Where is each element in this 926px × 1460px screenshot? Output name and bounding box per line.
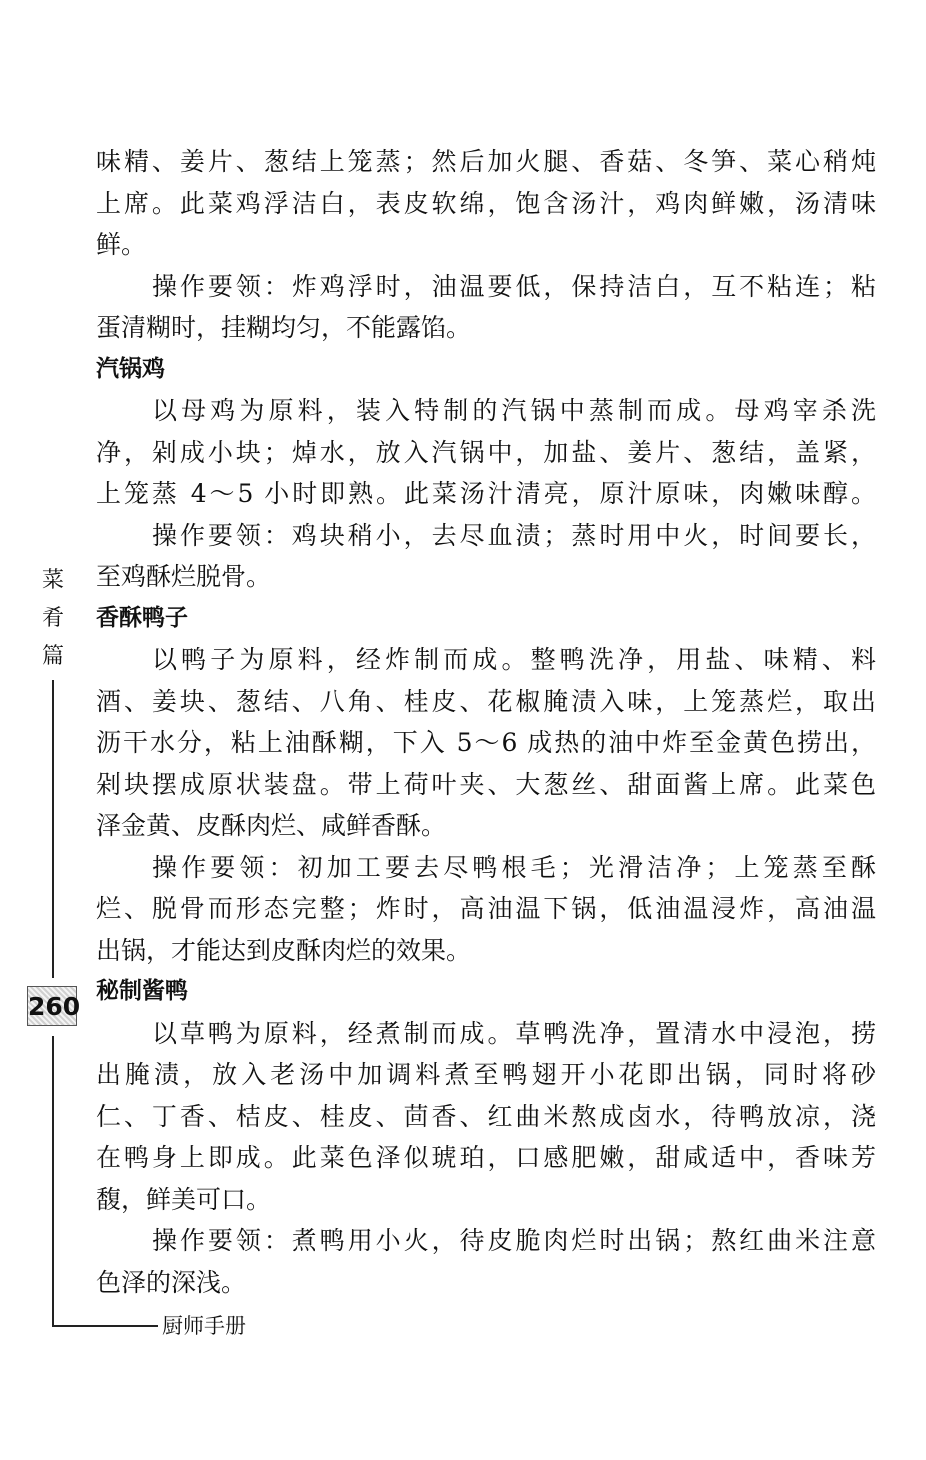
text-line: 泽金黄、皮酥肉烂、咸鲜香酥。: [96, 811, 447, 840]
section-tab-char: 肴: [41, 606, 64, 631]
text-line: 上笼蒸 4～5 小时即熟。此菜汤汁清亮，原汁原味，肉嫩味醇。: [96, 479, 876, 508]
margin-rule-top: [52, 680, 54, 978]
text-line: 操作要领：炸鸡浮时，油温要低，保持洁白，互不粘连；粘: [152, 271, 876, 301]
text-line: 操作要领：鸡块稍小，去尽血渍；蒸时用中火，时间要长，: [152, 520, 876, 550]
text-line: 操作要领：初加工要去尽鸭根毛；光滑洁净；上笼蒸至酥: [152, 852, 876, 882]
recipe-heading: 汽锅鸡: [96, 355, 165, 382]
page-body: [96, 141, 876, 1303]
text-line: 在鸭身上即成。此菜色泽似琥珀，口感肥嫩，甜咸适中，香味芳: [96, 1143, 876, 1172]
text-line: 操作要领：煮鸭用小火，待皮脆肉烂时出锅；熬红曲米注意: [152, 1226, 876, 1255]
text-line: 至鸡酥烂脱骨。: [96, 562, 272, 591]
footer-rule: [52, 1325, 158, 1327]
text-line: 酒、姜块、葱结、八角、桂皮、花椒腌渍入味，上笼蒸烂，取出: [96, 686, 876, 716]
footer-title: 厨师手册: [162, 1314, 246, 1338]
page-number: 260: [27, 986, 77, 1026]
text-line: 以母鸡为原料，装入特制的汽锅中蒸制而成。母鸡宰杀洗: [152, 396, 876, 425]
section-tab-char: 菜: [41, 568, 64, 593]
text-line: 蛋清糊时，挂糊均匀，不能露馅。: [96, 313, 472, 342]
text-line: 剁块摆成原状装盘。带上荷叶夹、大葱丝、甜面酱上席。此菜色: [96, 769, 876, 799]
text-line: 出锅，才能达到皮酥肉烂的效果。: [96, 935, 472, 965]
text-line: 以鸭子为原料，经炸制而成。整鸭洗净，用盐、味精、料: [152, 645, 876, 674]
text-line: 烂、脱骨而形态完整；炸时，高油温下锅，低油温浸炸，高油温: [96, 894, 876, 923]
margin-rule-bottom: [52, 1036, 54, 1326]
text-line: 色泽的深浅。: [96, 1267, 247, 1297]
text-line: 净，剁成小块；焯水，放入汽锅中，加盐、姜片、葱结，盖紧，: [96, 437, 876, 467]
text-line: 以草鸭为原料，经煮制而成。草鸭洗净，置清水中浸泡，捞: [152, 1018, 876, 1048]
text-line: 仁、丁香、桔皮、桂皮、茴香、红曲米熬成卤水，待鸭放凉，浇: [96, 1101, 876, 1131]
section-tab-char: 篇: [41, 644, 64, 669]
text-line: 沥干水分，粘上油酥糊，下入 5～6 成热的油中炸至金黄色捞出，: [96, 728, 876, 757]
text-line: 馥，鲜美可口。: [96, 1184, 272, 1214]
text-line: 出腌渍，放入老汤中加调料煮至鸭翅开小花即出锅，同时将砂: [96, 1060, 876, 1089]
recipe-heading: 秘制酱鸭: [96, 978, 188, 1004]
section-tab: [38, 562, 68, 676]
text-line: 味精、姜片、葱结上笼蒸；然后加火腿、香菇、冬笋、菜心稍炖: [96, 147, 876, 176]
recipe-heading: 香酥鸭子: [96, 604, 188, 631]
text-line: 上席。此菜鸡浮洁白，表皮软绵，饱含汤汁，鸡肉鲜嫩，汤清味: [96, 188, 876, 218]
text-line: 鲜。: [96, 230, 147, 259]
